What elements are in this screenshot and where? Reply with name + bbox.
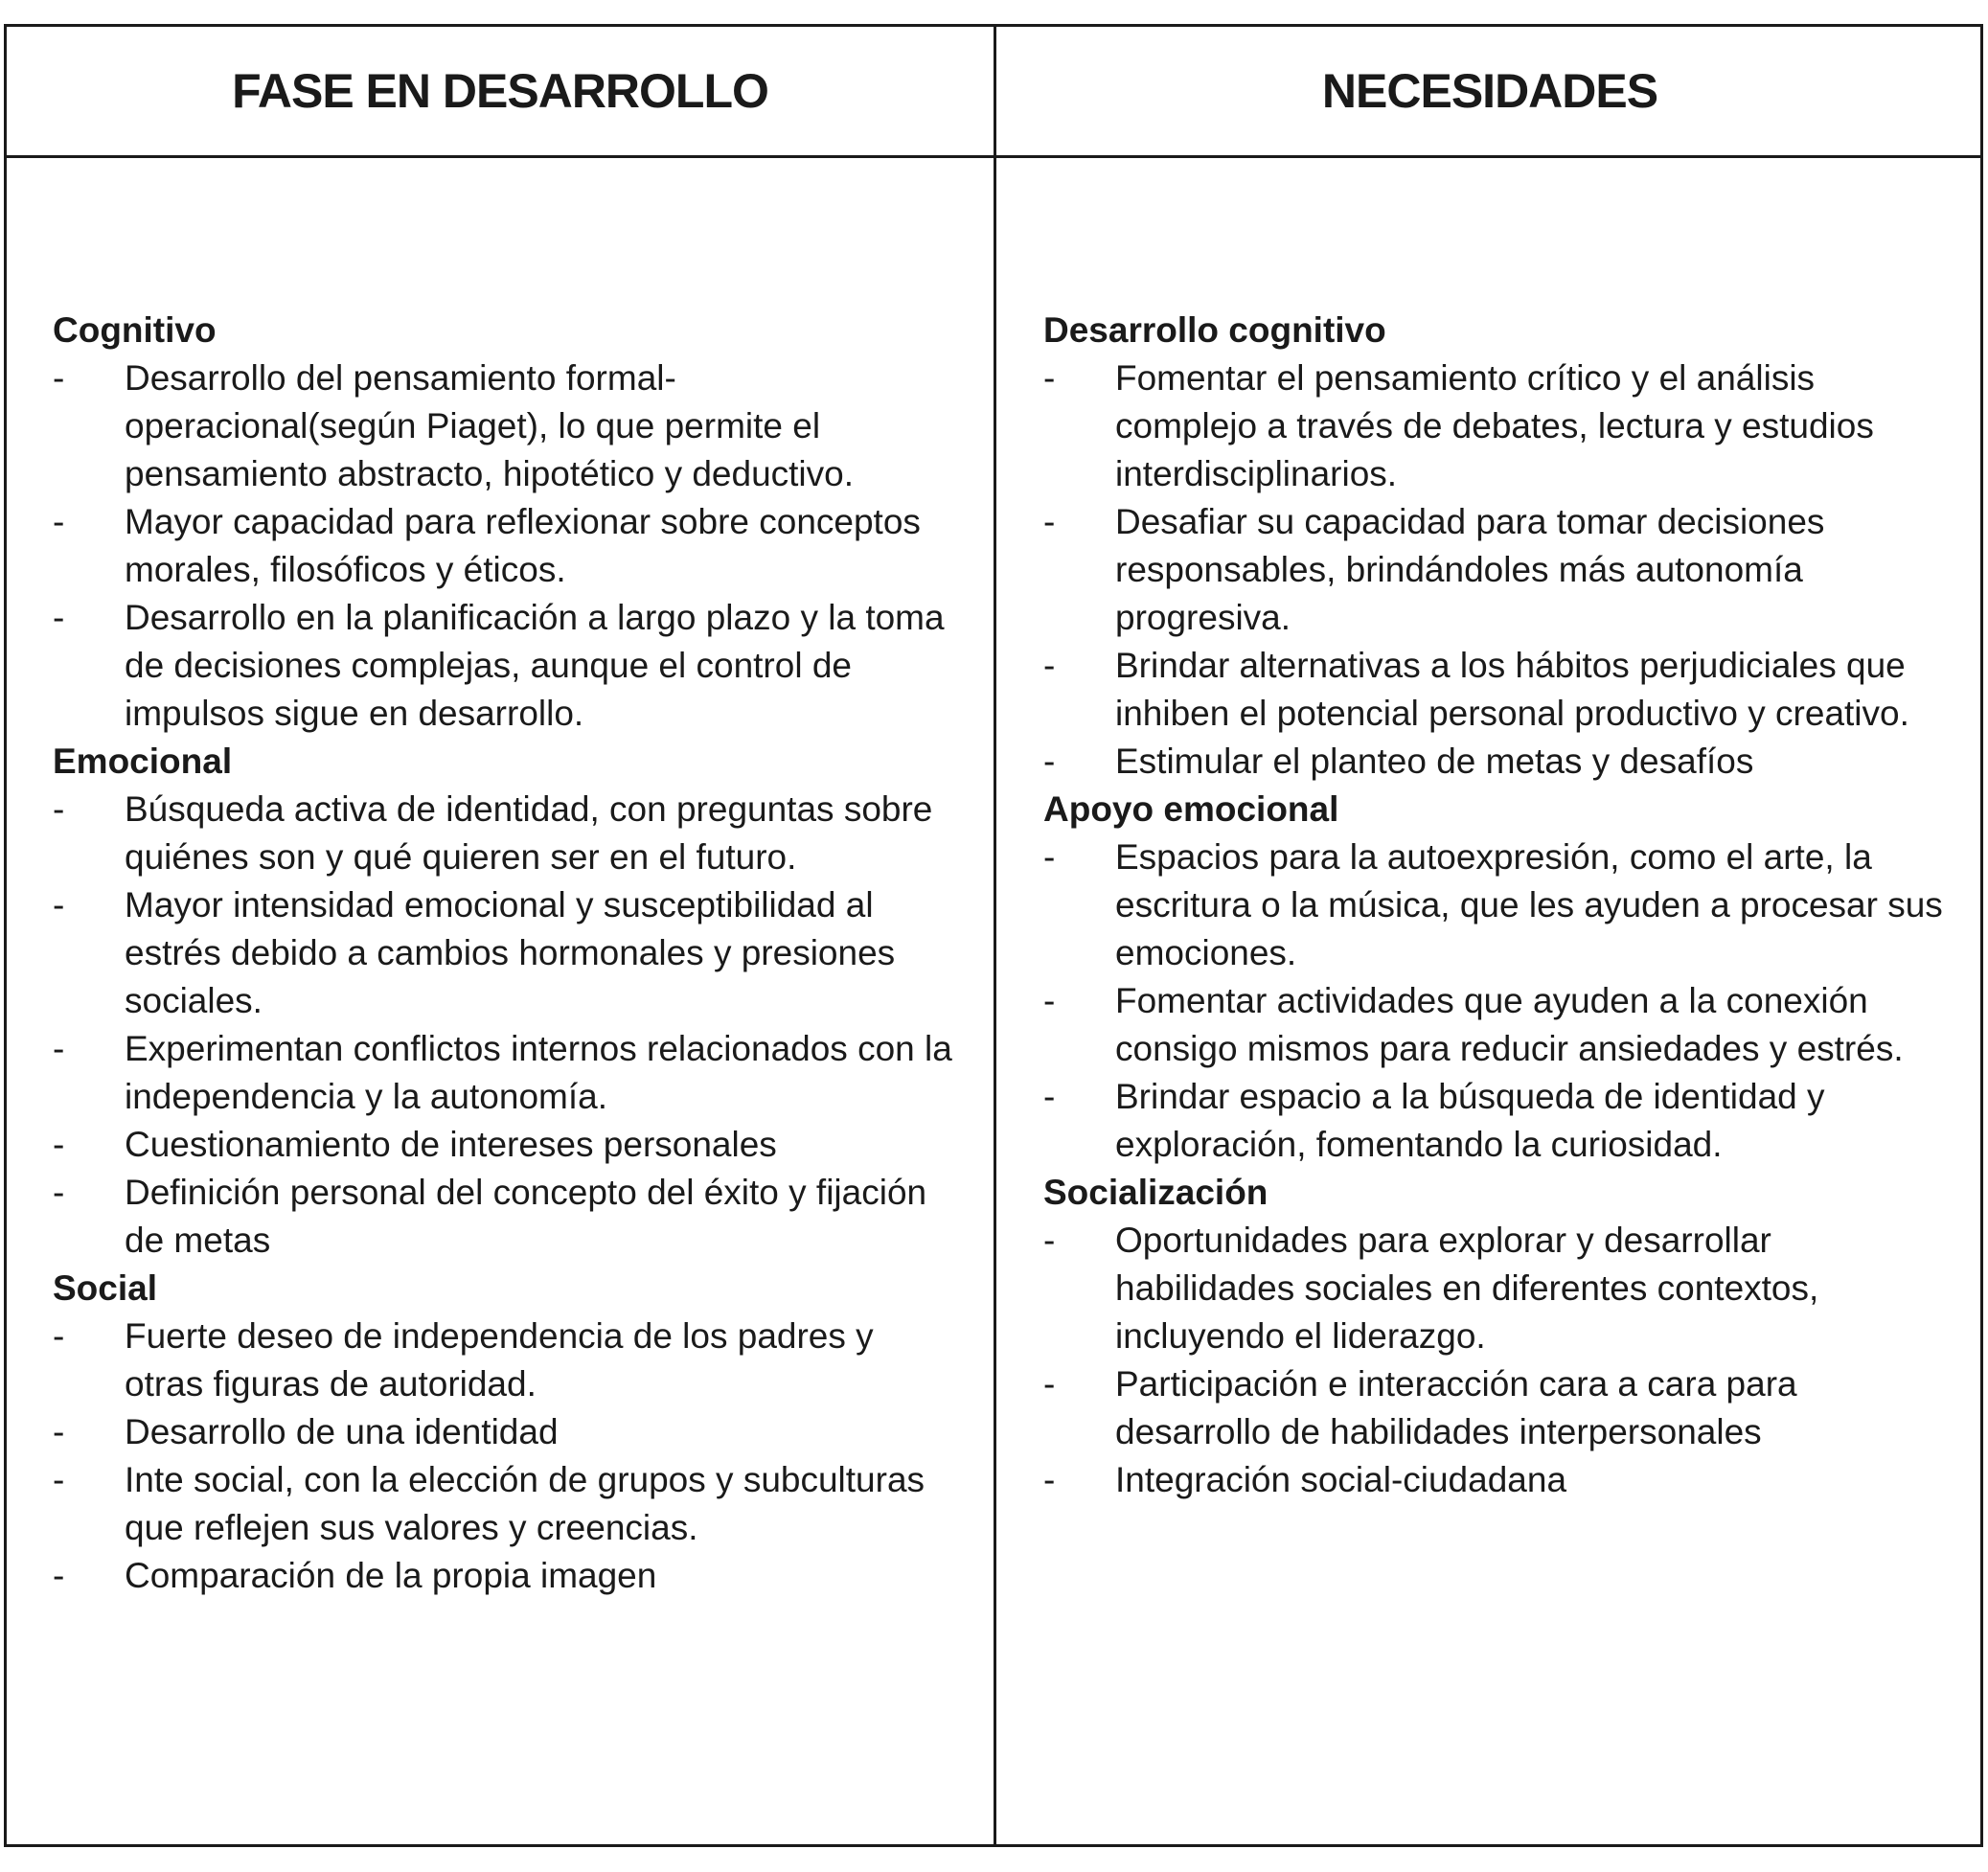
column-fase-en-desarrollo xyxy=(53,307,953,1600)
section-title: Emocional xyxy=(53,742,233,781)
list-item: - Integración social-ciudadana xyxy=(1043,1456,1944,1504)
list-item: - Desarrollo del pensamiento formal-operacional(según Piaget), lo que permite el pensamiento abstracto, hipotético y deductivo. xyxy=(53,354,953,498)
section-emocional xyxy=(53,738,953,1265)
header-divider xyxy=(7,155,1980,158)
list-item: - Participación e interacción cara a cara para desarrollo de habilidades interpersonales xyxy=(1043,1360,1944,1456)
section-desarrollo-cognitivo xyxy=(1043,307,1944,786)
section-title: Desarrollo cognitivo xyxy=(1043,310,1386,350)
header-fase-en-desarrollo: FASE EN DESARROLLO xyxy=(232,64,768,118)
section-socializacion xyxy=(1043,1169,1944,1504)
list-item: - Brindar alternativas a los hábitos perjudiciales que inhiben el potencial personal productivo y creativo. xyxy=(1043,642,1944,738)
list-item: - Oportunidades para explorar y desarrollar habilidades sociales en diferentes contextos, incluyendo el liderazgo. xyxy=(1043,1217,1944,1360)
list-item: - Mayor capacidad para reflexionar sobre conceptos morales, filosóficos y éticos. xyxy=(53,498,953,594)
section-title: Cognitivo xyxy=(53,310,217,350)
list-item: - Fomentar actividades que ayuden a la conexión consigo mismos para reducir ansiedades y estrés. xyxy=(1043,977,1944,1073)
list-item: - Fomentar el pensamiento crítico y el análisis complejo a través de debates, lectura y estudios interdisciplinarios. xyxy=(1043,354,1944,498)
list-item: - Cuestionamiento de intereses personales xyxy=(53,1121,953,1169)
section-social xyxy=(53,1265,953,1600)
list-item: - Búsqueda activa de identidad, con preguntas sobre quiénes son y qué quieren ser en el futuro. xyxy=(53,786,953,881)
list-item: - Desarrollo en la planificación a largo plazo y la toma de decisiones complejas, aunque el control de impulsos sigue en desarrollo. xyxy=(53,594,953,738)
list-item: - Fuerte deseo de independencia de los padres y otras figuras de autoridad. xyxy=(53,1313,953,1408)
list-item: - Definición personal del concepto del éxito y fijación de metas xyxy=(53,1169,953,1265)
list-item: - Espacios para la autoexpresión, como el arte, la escritura o la música, que les ayuden a procesar sus emociones. xyxy=(1043,833,1944,977)
list-item: - Comparación de la propia imagen xyxy=(53,1552,953,1600)
section-title: Social xyxy=(53,1268,157,1308)
list-item: - Desarrollo de una identidad xyxy=(53,1408,953,1456)
section-title: Apoyo emocional xyxy=(1043,789,1339,829)
list-item: - Desafiar su capacidad para tomar decisiones responsables, brindándoles más autonomía progresiva. xyxy=(1043,498,1944,642)
section-cognitivo xyxy=(53,307,953,738)
header-necesidades: NECESIDADES xyxy=(1321,64,1658,118)
section-apoyo-emocional xyxy=(1043,786,1944,1169)
list-item: - Mayor intensidad emocional y susceptibilidad al estrés debido a cambios hormonales y presiones sociales. xyxy=(53,881,953,1025)
column-divider xyxy=(994,27,996,1844)
section-title: Socialización xyxy=(1043,1173,1268,1212)
list-item: - Estimular el planteo de metas y desafíos xyxy=(1043,738,1944,786)
list-item: - Brindar espacio a la búsqueda de identidad y exploración, fomentando la curiosidad. xyxy=(1043,1073,1944,1169)
list-item: - Experimentan conflictos internos relacionados con la independencia y la autonomía. xyxy=(53,1025,953,1121)
column-necesidades xyxy=(1043,307,1944,1504)
list-item: - Inte social, con la elección de grupos y subculturas que reflejen sus valores y creencias. xyxy=(53,1456,953,1552)
